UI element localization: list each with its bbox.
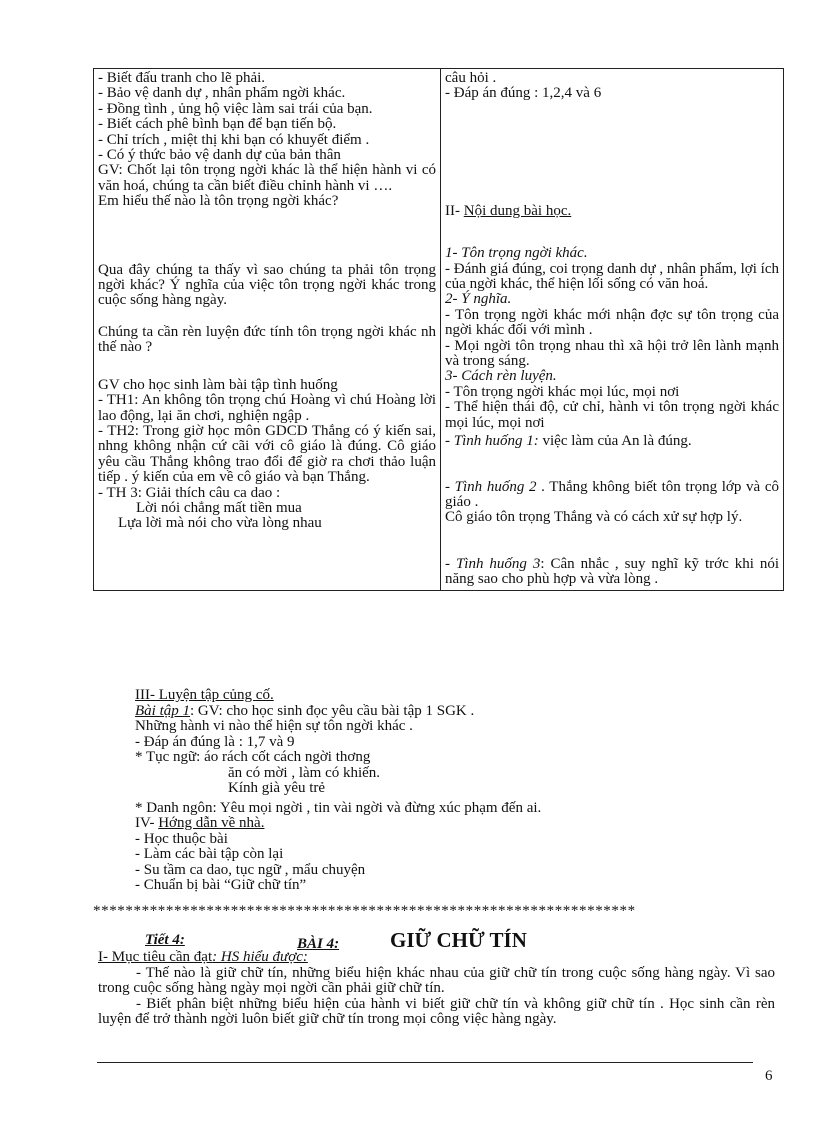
teacher-column bbox=[94, 69, 441, 591]
question-1: Em hiểu thế nào là tôn trọng ngời khác? bbox=[98, 193, 339, 210]
situation-answer-3: - Tình huống 3: Cân nhắc , suy nghĩ kỹ trớc khi nói năng sao cho phù hợp và vừa lòng . bbox=[445, 555, 779, 588]
definition: - Đánh giá đúng, coi trọng danh dự , nhân phẩm, lợi ích của ngời khác, thể hiện lối sống có văn hoá. bbox=[445, 260, 779, 293]
question-2: Qua đây chúng ta thấy vì sao chúng ta phải tôn trọng ngời khác? Ý nghĩa của việc tôn trọng ngời khác trong cuộc sống hàng ngày. bbox=[98, 261, 436, 309]
situation-answer-1: - Tình huống 1: việc làm của An là đúng. bbox=[445, 433, 692, 450]
practice-section bbox=[135, 688, 775, 894]
question-3: Chúng ta cần rèn luyện đức tính tôn trọng ngời khác nh thế nào ? bbox=[98, 323, 436, 356]
table-row bbox=[94, 69, 784, 591]
period-label: Tiết 4: bbox=[145, 932, 185, 948]
proverb-2: ăn có mời , làm có khiến. bbox=[228, 764, 381, 781]
section-heading: II- Nội dung bài học. bbox=[445, 202, 572, 219]
objective-2: - Biết phân biệt những biểu hiện của hành vi biết giữ chữ tín và không giữ chữ tín . Học sinh cần rèn luyện để trở thành ngời luôn biết giữ chữ tín trong mọi công việc hàng ngày. bbox=[98, 995, 775, 1027]
objective-1: - Thế nào là giữ chữ tín, những biểu hiện khác nhau của giữ chữ tín trong cuộc sống hàng ngày. Vì sao trong cuộc sống hàng ngày mọi ngời cần phải giữ chữ tín. bbox=[98, 964, 775, 996]
exercise-1: Bài tập 1: GV: cho học sinh đọc yêu cầu bài tập 1 SGK . bbox=[135, 702, 475, 719]
folk-verse-2: Lựa lời mà nói cho vừa lòng nhau bbox=[118, 515, 322, 532]
answer: - Đáp án đúng : 1,2,4 và 6 bbox=[445, 85, 602, 102]
subheading-meaning: 2- Ý nghĩa. bbox=[445, 291, 512, 308]
list-item: - Biết đấu tranh cho lẽ phải. bbox=[98, 70, 266, 86]
practice-1: - Tôn trọng ngời khác mọi lúc, mọi nơi bbox=[445, 383, 680, 400]
practice-heading: III- Luyện tập củng cố. bbox=[135, 687, 274, 703]
folk-verse-1: Lời nói chẳng mất tiền mua bbox=[136, 499, 302, 516]
lesson-label: BÀI 4: bbox=[297, 936, 340, 952]
situation-3: - TH 3: Giải thích câu ca dao : bbox=[98, 484, 281, 501]
list-item: - Biết cách phê bình bạn để bạn tiến bộ. bbox=[98, 116, 337, 133]
proverb-3: Kính già yêu trẻ bbox=[228, 780, 326, 796]
homework-item: - Chuẩn bị bài “Giữ chữ tín” bbox=[135, 877, 307, 893]
exercise-intro: GV cho học sinh làm bài tập tình huống bbox=[98, 376, 338, 393]
page-number: 6 bbox=[765, 1068, 773, 1084]
separator: ******************************************************************* bbox=[93, 903, 636, 919]
homework-item: - Su tầm ca dao, tục ngữ , mẩu chuyện bbox=[135, 861, 366, 878]
footer-divider bbox=[97, 1062, 753, 1063]
objectives bbox=[98, 950, 775, 1028]
list-item: - Có ý thức bảo vệ danh dự của bản thân bbox=[98, 147, 341, 164]
list-item: - Bảo vệ danh dự , nhân phẩm ngời khác. bbox=[98, 85, 346, 102]
homework-heading: IV- Hớng dẫn về nhà. bbox=[135, 815, 265, 831]
subheading-respect: 1- Tôn trọng ngời khác. bbox=[445, 245, 588, 262]
lesson-table bbox=[93, 68, 784, 591]
situation-2: - TH2: Trong giờ học môn GDCD Thắng có ý kiến sai, nhng không nhận cứ cãi với cô giáo là đúng. Cô giáo yêu cầu Thắng không trao đổi để giờ ra chơi thảo luận tiếp . ý kiến của em về cô giáo và bạn Thắng. bbox=[98, 422, 436, 486]
list-item: câu hỏi . bbox=[445, 70, 497, 86]
homework-item: - Học thuộc bài bbox=[135, 830, 228, 847]
list-item: - Chỉ trích , miệt thị khi bạn có khuyết điểm . bbox=[98, 131, 370, 148]
exercise-question: Những hành vi nào thể hiện sự tôn ngời khác . bbox=[135, 718, 413, 734]
subheading-practice: 3- Cách rèn luyện. bbox=[445, 368, 557, 385]
exercise-answer: - Đáp án đúng là : 1,7 và 9 bbox=[135, 733, 295, 750]
objectives-heading: I- Mục tiêu cần đạt: HS hiểu được: bbox=[98, 949, 308, 965]
situation-1: - TH1: An không tôn trọng chú Hoàng vì chú Hoàng lời lao động, lại ăn chơi, nghiện ngập . bbox=[98, 392, 436, 424]
homework-item: - Làm các bài tập còn lại bbox=[135, 846, 284, 862]
situation-answer-2b: Cô giáo tôn trọng Thắng và có cách xử sự hợp lý. bbox=[445, 509, 743, 526]
lesson-title: GIỮ CHỮ TÍN bbox=[390, 928, 527, 952]
meaning-2: - Mọi ngời tôn trọng nhau thì xã hội trở lên lành mạnh và trong sáng. bbox=[445, 337, 779, 370]
quote: * Danh ngôn: Yêu mọi ngời , tin vài ngời và đừng xúc phạm đến ai. bbox=[135, 799, 542, 816]
practice-2: - Thể hiện thái độ, cử chỉ, hành vi tôn trọng ngời khác mọi lúc, mọi nơi bbox=[445, 399, 779, 431]
list-item: - Đồng tình , ủng hộ việc làm sai trái của bạn. bbox=[98, 100, 373, 117]
proverb-1: * Tục ngữ: áo rách cốt cách ngời thơng bbox=[135, 749, 371, 765]
content-column bbox=[441, 69, 784, 591]
teacher-conclusion: GV: Chốt lại tôn trọng ngời khác là thể hiện hành vi có văn hoá, chúng ta cần biết điều chỉnh hành vi …. bbox=[98, 162, 436, 194]
meaning-1: - Tôn trọng ngời khác mới nhận đợc sự tôn trọng của ngời khác đối với mình . bbox=[445, 306, 779, 339]
situation-answer-2: - Tình huống 2 . Thắng không biết tôn trọng lớp và cô giáo . bbox=[445, 478, 779, 510]
